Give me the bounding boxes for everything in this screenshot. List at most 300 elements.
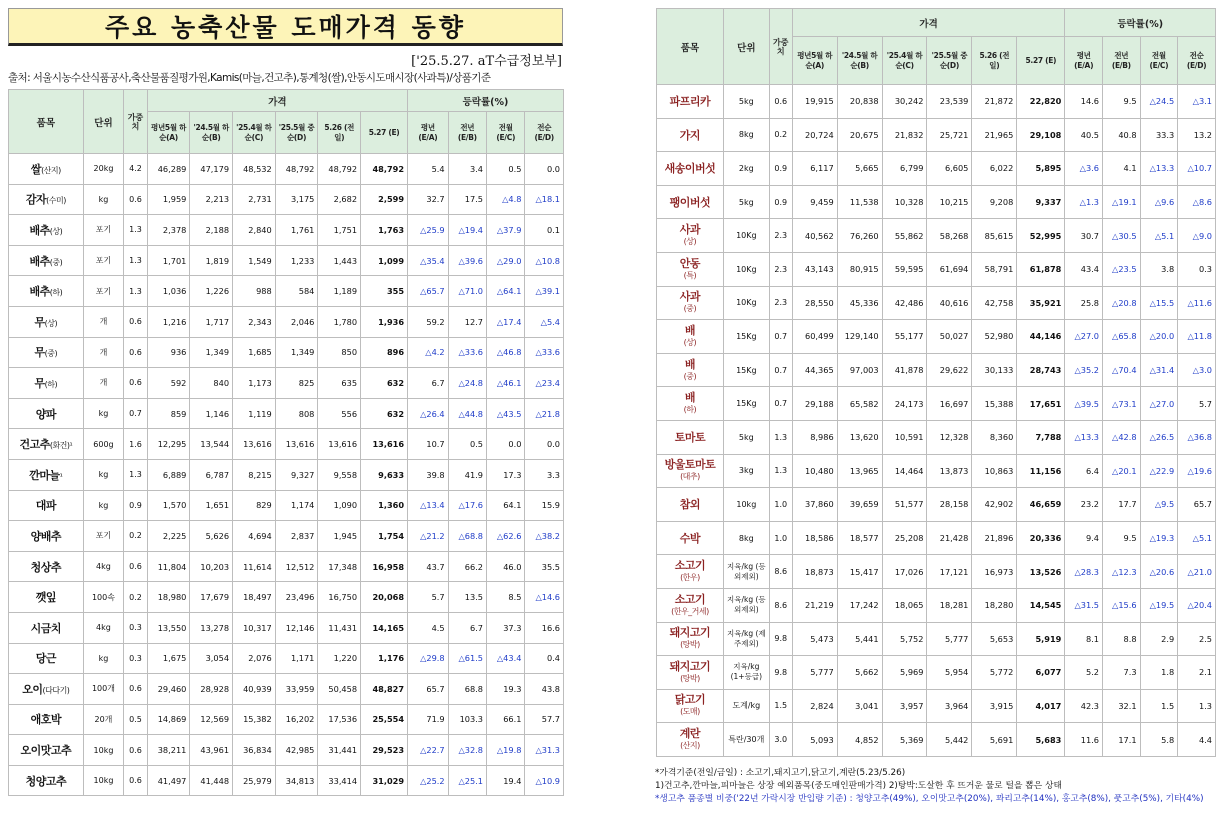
price-value: 28,550 xyxy=(792,286,837,320)
item-name xyxy=(657,219,724,253)
header-rate: 등락률(%) xyxy=(408,90,564,112)
price-value: 55,862 xyxy=(882,219,927,253)
price-value: 840 xyxy=(190,368,233,399)
table-row xyxy=(657,588,1216,622)
rate-value: △11.6 xyxy=(1178,286,1216,320)
header-weight: 가중치 xyxy=(769,9,792,85)
item-name-text: 대파 xyxy=(35,499,56,513)
item-unit: 개 xyxy=(83,306,124,337)
item-grade: (하) xyxy=(44,379,58,389)
price-value: 1,549 xyxy=(233,245,276,276)
left-price-table xyxy=(8,89,564,796)
item-grade: (산지) xyxy=(41,165,61,175)
price-value: 14,464 xyxy=(882,454,927,488)
item-weight: 9.8 xyxy=(769,622,792,656)
item-grade: (하) xyxy=(683,405,697,415)
price-today: 5,919 xyxy=(1017,622,1065,656)
price-value: 23,496 xyxy=(275,582,318,613)
item-name-text: 무 xyxy=(34,376,45,390)
price-value: 5,969 xyxy=(882,656,927,690)
table-row xyxy=(657,656,1216,690)
rate-value: △15.5 xyxy=(1140,286,1178,320)
rate-value: 66.1 xyxy=(487,704,525,735)
header-price-col: '25.5월 중순(D) xyxy=(927,37,972,85)
header-rate-col: 평년 (E/A) xyxy=(408,112,449,154)
price-today: 11,156 xyxy=(1017,454,1065,488)
item-unit: 지육/kg (등외제외) xyxy=(723,555,769,589)
item-weight: 1.5 xyxy=(769,689,792,723)
item-name xyxy=(9,245,84,276)
table-row xyxy=(9,674,564,705)
item-name xyxy=(657,420,724,454)
item-unit: 10Kg xyxy=(723,286,769,320)
item-unit: 8kg xyxy=(723,521,769,555)
rate-value: △65.8 xyxy=(1102,320,1140,354)
price-value: 13,550 xyxy=(147,612,190,643)
price-today: 29,108 xyxy=(1017,118,1065,152)
price-value: 5,691 xyxy=(972,723,1017,757)
table-row xyxy=(657,420,1216,454)
rate-value: △31.5 xyxy=(1065,588,1103,622)
price-value: 859 xyxy=(147,398,190,429)
price-value: 14,869 xyxy=(147,704,190,735)
rate-value: △18.1 xyxy=(525,184,564,215)
price-today: 22,820 xyxy=(1017,85,1065,119)
price-value: 15,417 xyxy=(837,555,882,589)
rate-value: △39.6 xyxy=(448,245,486,276)
price-value: 5,473 xyxy=(792,622,837,656)
item-weight: 2.3 xyxy=(769,286,792,320)
header-price-col: 5.26 (전일) xyxy=(972,37,1017,85)
price-today: 44,146 xyxy=(1017,320,1065,354)
item-name xyxy=(9,398,84,429)
price-value: 17,121 xyxy=(927,555,972,589)
item-grade: (다다기) xyxy=(42,685,70,695)
price-value: 21,896 xyxy=(972,521,1017,555)
price-value: 18,577 xyxy=(837,521,882,555)
item-name-text: 파프리카 xyxy=(669,95,711,109)
price-value: 850 xyxy=(318,337,361,368)
rate-value: △37.9 xyxy=(487,215,525,246)
price-value: 59,595 xyxy=(882,252,927,286)
rate-value: 71.9 xyxy=(408,704,449,735)
price-value: 15,388 xyxy=(972,387,1017,421)
item-name xyxy=(657,454,724,488)
table-row xyxy=(657,723,1216,757)
item-weight: 0.2 xyxy=(769,118,792,152)
item-grade: (상) xyxy=(683,237,697,247)
rate-value: △44.8 xyxy=(448,398,486,429)
price-value: 2,840 xyxy=(233,215,276,246)
price-value: 1,717 xyxy=(190,306,233,337)
item-name-text: 배추 xyxy=(29,254,50,268)
price-today: 1,936 xyxy=(361,306,408,337)
item-weight: 4.2 xyxy=(124,154,147,185)
item-unit: 포기 xyxy=(83,245,124,276)
price-value: 10,480 xyxy=(792,454,837,488)
rate-value: 43.4 xyxy=(1065,252,1103,286)
rate-value: 3.4 xyxy=(448,154,486,185)
rate-value: △25.2 xyxy=(408,765,449,796)
item-grade: (중) xyxy=(49,257,63,267)
rate-value: △21.8 xyxy=(525,398,564,429)
price-value: 17,026 xyxy=(882,555,927,589)
price-today: 14,545 xyxy=(1017,588,1065,622)
rate-value: 5.2 xyxy=(1065,656,1103,690)
item-name xyxy=(9,612,84,643)
rate-value: △20.6 xyxy=(1140,555,1178,589)
item-unit: 600g xyxy=(83,429,124,460)
price-today: 632 xyxy=(361,398,408,429)
rate-value: △11.8 xyxy=(1178,320,1216,354)
price-value: 30,242 xyxy=(882,85,927,119)
item-name-text: 계란 xyxy=(679,727,701,741)
price-value: 38,211 xyxy=(147,735,190,766)
price-value: 18,873 xyxy=(792,555,837,589)
price-value: 18,280 xyxy=(972,588,1017,622)
price-value: 58,268 xyxy=(927,219,972,253)
header-rate-col: 전월 (E/C) xyxy=(487,112,525,154)
item-unit: 3kg xyxy=(723,454,769,488)
rate-value: △26.5 xyxy=(1140,420,1178,454)
item-name xyxy=(9,582,84,613)
rate-value: △12.3 xyxy=(1102,555,1140,589)
item-name-text: 건고추 xyxy=(19,438,50,452)
price-value: 6,787 xyxy=(190,459,233,490)
price-value: 40,562 xyxy=(792,219,837,253)
rate-value: 41.9 xyxy=(448,459,486,490)
price-value: 5,441 xyxy=(837,622,882,656)
item-weight: 0.6 xyxy=(124,674,147,705)
header-rate-col: 전월 (E/C) xyxy=(1140,37,1178,85)
price-value: 2,682 xyxy=(318,184,361,215)
item-unit: kg xyxy=(83,643,124,674)
price-value: 25,979 xyxy=(233,765,276,796)
item-grade: (수미) xyxy=(46,196,66,206)
rate-value: △19.1 xyxy=(1102,185,1140,219)
rate-value: △10.9 xyxy=(525,765,564,796)
rate-value: 19.4 xyxy=(487,765,525,796)
price-value: 808 xyxy=(275,398,318,429)
rate-value: △22.9 xyxy=(1140,454,1178,488)
item-unit: 15Kg xyxy=(723,320,769,354)
item-name xyxy=(657,588,724,622)
item-unit: 15Kg xyxy=(723,353,769,387)
price-value: 29,460 xyxy=(147,674,190,705)
price-value: 21,872 xyxy=(972,85,1017,119)
rate-value: △8.6 xyxy=(1178,185,1216,219)
rate-value: 39.8 xyxy=(408,459,449,490)
rate-value: △20.0 xyxy=(1140,320,1178,354)
price-value: 9,558 xyxy=(318,459,361,490)
item-name xyxy=(9,490,84,521)
rate-value: △22.7 xyxy=(408,735,449,766)
item-grade: (상) xyxy=(49,226,63,236)
rate-value: △46.8 xyxy=(487,337,525,368)
price-value: 5,665 xyxy=(837,152,882,186)
report-date: ['25.5.27. aT수급정보부] xyxy=(411,54,562,69)
price-value: 10,591 xyxy=(882,420,927,454)
item-unit: kg xyxy=(83,459,124,490)
item-unit: 100개 xyxy=(83,674,124,705)
rate-value: △24.5 xyxy=(1140,85,1178,119)
rate-value: △46.1 xyxy=(487,368,525,399)
price-value: 40,939 xyxy=(233,674,276,705)
price-today: 1,360 xyxy=(361,490,408,521)
price-value: 21,219 xyxy=(792,588,837,622)
table-row xyxy=(9,582,564,613)
price-value: 29,622 xyxy=(927,353,972,387)
item-grade: (중) xyxy=(44,349,58,359)
price-value: 51,577 xyxy=(882,488,927,522)
item-name xyxy=(9,184,84,215)
rate-value: △30.5 xyxy=(1102,219,1140,253)
rate-value: 4.4 xyxy=(1178,723,1216,757)
price-value: 1,189 xyxy=(318,276,361,307)
price-value: 8,360 xyxy=(972,420,1017,454)
rate-value: 64.1 xyxy=(487,490,525,521)
price-value: 11,431 xyxy=(318,612,361,643)
item-name-text: 돼지고기 xyxy=(669,659,711,673)
item-name xyxy=(657,488,724,522)
price-value: 13,616 xyxy=(275,429,318,460)
price-value: 1,216 xyxy=(147,306,190,337)
rate-value: 15.9 xyxy=(525,490,564,521)
item-name xyxy=(9,674,84,705)
item-unit: 지육/kg (등외제외) xyxy=(723,588,769,622)
rate-value: △27.0 xyxy=(1065,320,1103,354)
rate-value: 19.3 xyxy=(487,674,525,705)
item-name-text: 양파 xyxy=(35,407,56,421)
price-today: 52,995 xyxy=(1017,219,1065,253)
price-value: 10,203 xyxy=(190,551,233,582)
item-name xyxy=(657,353,724,387)
item-weight: 0.7 xyxy=(124,398,147,429)
item-weight: 1.3 xyxy=(124,459,147,490)
rate-value: 8.8 xyxy=(1102,622,1140,656)
table-row xyxy=(657,286,1216,320)
item-weight: 1.3 xyxy=(124,276,147,307)
item-weight: 0.6 xyxy=(769,85,792,119)
item-name xyxy=(657,185,724,219)
rate-value: △36.8 xyxy=(1178,420,1216,454)
price-today: 5,895 xyxy=(1017,152,1065,186)
item-grade: (한우) xyxy=(680,573,700,583)
rate-value: △33.6 xyxy=(525,337,564,368)
price-value: 17,348 xyxy=(318,551,361,582)
table-row xyxy=(9,245,564,276)
item-weight: 1.0 xyxy=(769,488,792,522)
item-unit: 4kg xyxy=(83,551,124,582)
item-unit: 10kg xyxy=(723,488,769,522)
price-value: 1,174 xyxy=(275,490,318,521)
item-unit: 포기 xyxy=(83,215,124,246)
price-value: 4,694 xyxy=(233,521,276,552)
rate-value: △62.6 xyxy=(487,521,525,552)
price-value: 21,965 xyxy=(972,118,1017,152)
price-value: 13,616 xyxy=(318,429,361,460)
price-value: 9,208 xyxy=(972,185,1017,219)
price-value: 13,544 xyxy=(190,429,233,460)
item-name-text: 새송이버섯 xyxy=(664,162,716,176)
header-rate-col: 전순 (E/D) xyxy=(525,112,564,154)
price-value: 33,959 xyxy=(275,674,318,705)
rate-value: △17.4 xyxy=(487,306,525,337)
rate-value: 0.0 xyxy=(525,154,564,185)
price-value: 42,758 xyxy=(972,286,1017,320)
price-value: 18,281 xyxy=(927,588,972,622)
item-weight: 0.6 xyxy=(124,765,147,796)
price-value: 48,532 xyxy=(233,154,276,185)
table-row xyxy=(657,689,1216,723)
rate-value: 0.1 xyxy=(525,215,564,246)
rate-value: 42.3 xyxy=(1065,689,1103,723)
price-value: 584 xyxy=(275,276,318,307)
rate-value: △35.2 xyxy=(1065,353,1103,387)
item-grade: (특) xyxy=(683,270,697,280)
price-value: 1,146 xyxy=(190,398,233,429)
item-unit: 포기 xyxy=(83,276,124,307)
rate-value: △13.3 xyxy=(1065,420,1103,454)
price-value: 5,954 xyxy=(927,656,972,690)
rate-value: 0.5 xyxy=(487,154,525,185)
price-today: 48,792 xyxy=(361,154,408,185)
table-row xyxy=(9,612,564,643)
price-value: 65,582 xyxy=(837,387,882,421)
table-row xyxy=(9,551,564,582)
table-row xyxy=(9,765,564,796)
item-name-text: 사과 xyxy=(679,290,701,304)
item-weight: 2.3 xyxy=(769,252,792,286)
price-value: 1,945 xyxy=(318,521,361,552)
price-value: 52,980 xyxy=(972,320,1017,354)
price-value: 6,799 xyxy=(882,152,927,186)
price-value: 42,486 xyxy=(882,286,927,320)
rate-value: △13.3 xyxy=(1140,152,1178,186)
table-row xyxy=(657,353,1216,387)
header-price-col: '24.5월 하순(B) xyxy=(190,112,233,154)
table-row xyxy=(657,387,1216,421)
item-grade: (상) xyxy=(44,318,58,328)
price-value: 55,177 xyxy=(882,320,927,354)
item-name xyxy=(9,306,84,337)
rate-value: 5.7 xyxy=(408,582,449,613)
header-price-col: 5.26 (전일) xyxy=(318,112,361,154)
rate-value: △9.6 xyxy=(1140,185,1178,219)
price-value: 1,443 xyxy=(318,245,361,276)
price-value: 47,179 xyxy=(190,154,233,185)
note-exceptions: 1)건고추,깐마늘,피마늘은 상장 예외품목(중도매인판매가격) 2)탕박:도살한 후 뜨거운 물로 털을 뽑은 상태 xyxy=(655,781,1063,791)
rate-value: △9.5 xyxy=(1140,488,1178,522)
rate-value: 8.1 xyxy=(1065,622,1103,656)
item-name-text: 배 xyxy=(684,391,695,405)
table-row xyxy=(9,459,564,490)
rate-value: △65.7 xyxy=(408,276,449,307)
item-name xyxy=(657,656,724,690)
table-row xyxy=(657,555,1216,589)
price-value: 5,626 xyxy=(190,521,233,552)
price-value: 28,158 xyxy=(927,488,972,522)
price-value: 44,365 xyxy=(792,353,837,387)
page-title: 주요 농축산물 도매가격 동향 xyxy=(8,8,563,46)
price-value: 12,146 xyxy=(275,612,318,643)
price-value: 25,208 xyxy=(882,521,927,555)
rate-value: △10.7 xyxy=(1178,152,1216,186)
rate-value: △21.2 xyxy=(408,521,449,552)
item-weight: 0.6 xyxy=(124,551,147,582)
price-value: 1,036 xyxy=(147,276,190,307)
rate-value: 17.1 xyxy=(1102,723,1140,757)
price-value: 5,772 xyxy=(972,656,1017,690)
price-value: 17,536 xyxy=(318,704,361,735)
header-rate-col: 평년 (E/A) xyxy=(1065,37,1103,85)
table-row xyxy=(9,490,564,521)
table-row xyxy=(9,368,564,399)
price-value: 41,878 xyxy=(882,353,927,387)
price-today: 4,017 xyxy=(1017,689,1065,723)
rate-value: 17.3 xyxy=(487,459,525,490)
table-row xyxy=(9,306,564,337)
price-value: 5,442 xyxy=(927,723,972,757)
item-grade: (중) xyxy=(683,304,697,314)
price-value: 129,140 xyxy=(837,320,882,354)
rate-value: △17.6 xyxy=(448,490,486,521)
rate-value: 32.7 xyxy=(408,184,449,215)
price-value: 23,539 xyxy=(927,85,972,119)
price-value: 5,369 xyxy=(882,723,927,757)
rate-value: 37.3 xyxy=(487,612,525,643)
rate-value: △20.4 xyxy=(1178,588,1216,622)
price-value: 12,569 xyxy=(190,704,233,735)
item-name xyxy=(657,152,724,186)
item-name-text: 배추 xyxy=(29,223,50,237)
price-value: 1,959 xyxy=(147,184,190,215)
rate-value: 2.5 xyxy=(1178,622,1216,656)
rate-value: 5.8 xyxy=(1140,723,1178,757)
price-today: 28,743 xyxy=(1017,353,1065,387)
price-value: 42,902 xyxy=(972,488,1017,522)
item-name xyxy=(657,85,724,119)
rate-value: 25.8 xyxy=(1065,286,1103,320)
rate-value: △23.4 xyxy=(525,368,564,399)
item-name-text: 깐마늘 xyxy=(29,468,60,482)
price-value: 18,497 xyxy=(233,582,276,613)
item-unit: 5kg xyxy=(723,85,769,119)
price-value: 8,215 xyxy=(233,459,276,490)
price-value: 1,171 xyxy=(275,643,318,674)
price-value: 556 xyxy=(318,398,361,429)
price-today: 7,788 xyxy=(1017,420,1065,454)
item-name-text: 쌀 xyxy=(30,162,42,176)
price-value: 1,701 xyxy=(147,245,190,276)
item-grade: (산지) xyxy=(680,741,700,751)
item-name xyxy=(657,689,724,723)
price-value: 1,220 xyxy=(318,643,361,674)
item-name-text: 배 xyxy=(684,323,695,337)
price-today: 17,651 xyxy=(1017,387,1065,421)
item-unit: 20개 xyxy=(83,704,124,735)
price-today: 2,599 xyxy=(361,184,408,215)
price-value: 10,863 xyxy=(972,454,1017,488)
price-value: 41,497 xyxy=(147,765,190,796)
price-value: 19,915 xyxy=(792,85,837,119)
rate-value: 1.8 xyxy=(1140,656,1178,690)
rate-value: △19.4 xyxy=(448,215,486,246)
price-value: 1,780 xyxy=(318,306,361,337)
rate-value: 30.7 xyxy=(1065,219,1103,253)
item-unit: 특란/30개 xyxy=(723,723,769,757)
rate-value: △19.6 xyxy=(1178,454,1216,488)
